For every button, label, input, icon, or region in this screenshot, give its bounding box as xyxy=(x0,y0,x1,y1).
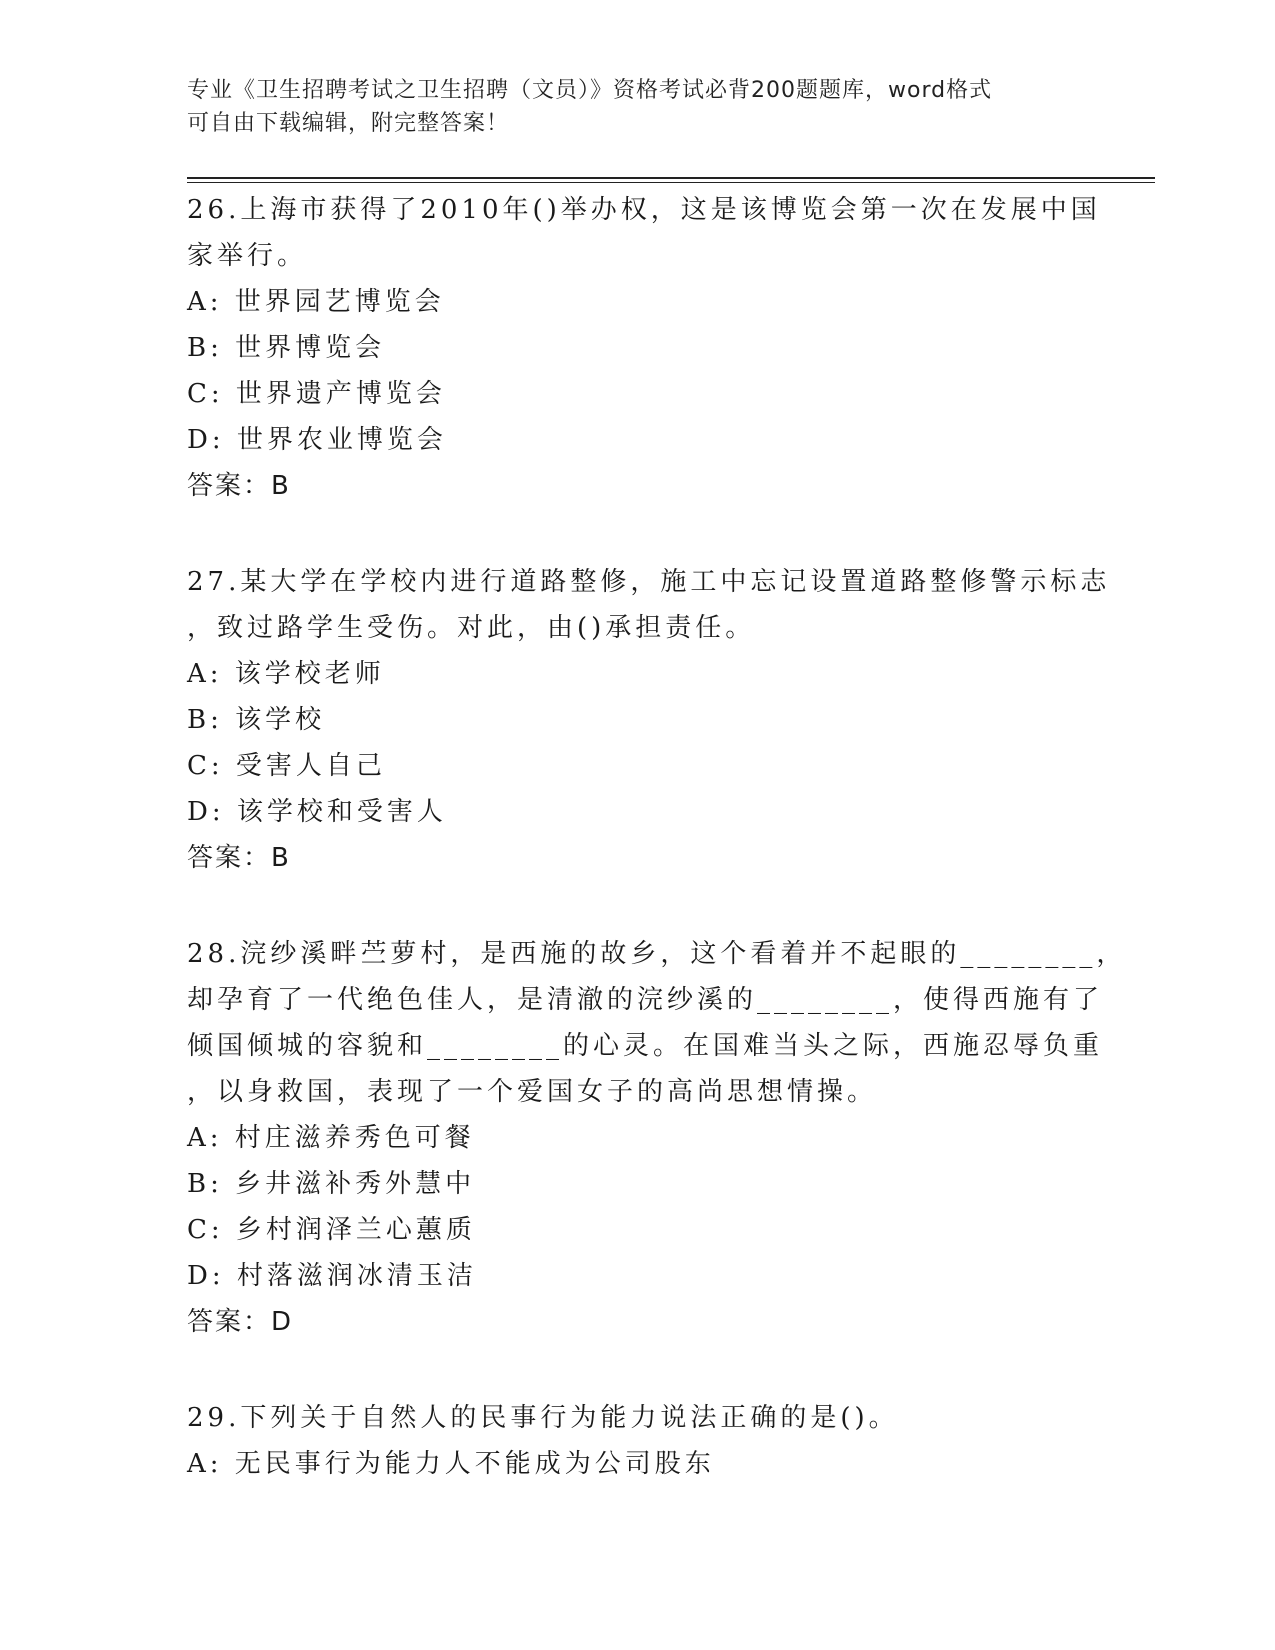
document-header xyxy=(187,74,1087,140)
question-text-line: 27.某大学在学校内进行道路整修，施工中忘记设置道路整修警示标志 xyxy=(187,567,1111,597)
option-b: B: 世界博览会 xyxy=(187,333,386,363)
answer-text: 答案：D xyxy=(187,1307,294,1337)
option-a: A: 村庄滋养秀色可餐 xyxy=(187,1123,475,1153)
question-26 xyxy=(187,187,1147,509)
question-text-line: 28.浣纱溪畔苎萝村，是西施的故乡，这个看着并不起眼的________， xyxy=(187,939,1127,969)
option-c: C: 受害人自己 xyxy=(187,751,386,781)
header-divider-thick xyxy=(187,177,1155,179)
question-28 xyxy=(187,931,1147,1345)
question-29 xyxy=(187,1395,1147,1487)
header-line-2: 可自由下载编辑，附完整答案！ xyxy=(187,111,510,136)
option-a: A: 世界园艺博览会 xyxy=(187,287,445,317)
option-a: A: 该学校老师 xyxy=(187,659,385,689)
header-divider-thin xyxy=(187,182,1155,183)
option-b: B: 该学校 xyxy=(187,705,326,735)
option-d: D: 村落滋润冰清玉洁 xyxy=(187,1261,477,1291)
option-c: C: 乡村润泽兰心蕙质 xyxy=(187,1215,476,1245)
option-b: B: 乡井滋补秀外慧中 xyxy=(187,1169,476,1199)
option-c: C: 世界遗产博览会 xyxy=(187,379,446,409)
header-line-1: 专业《卫生招聘考试之卫生招聘（文员）》资格考试必背200题题库，word格式 xyxy=(187,78,993,103)
question-text-line: 倾国倾城的容貌和________的心灵。在国难当头之际，西施忍辱负重 xyxy=(187,1031,1104,1061)
answer-text: 答案：B xyxy=(187,843,291,873)
question-text-line: 家举行。 xyxy=(187,241,308,271)
option-d: D: 该学校和受害人 xyxy=(187,797,447,827)
question-text-line: 29.下列关于自然人的民事行为能力说法正确的是()。 xyxy=(187,1403,899,1433)
question-text-line: ，致过路学生受伤。对此，由()承担责任。 xyxy=(187,613,756,643)
option-d: D: 世界农业博览会 xyxy=(187,425,447,455)
question-text-line: ，以身救国，表现了一个爱国女子的高尚思想情操。 xyxy=(187,1077,878,1107)
question-list xyxy=(187,187,1147,1537)
question-27 xyxy=(187,559,1147,881)
answer-text: 答案：B xyxy=(187,471,291,501)
option-a: A: 无民事行为能力人不能成为公司股东 xyxy=(187,1449,715,1479)
question-text-line: 却孕育了一代绝色佳人，是清澈的浣纱溪的________，使得西施有了 xyxy=(187,985,1104,1015)
question-text-line: 26.上海市获得了2010年()举办权，这是该博览会第一次在发展中国 xyxy=(187,195,1101,225)
